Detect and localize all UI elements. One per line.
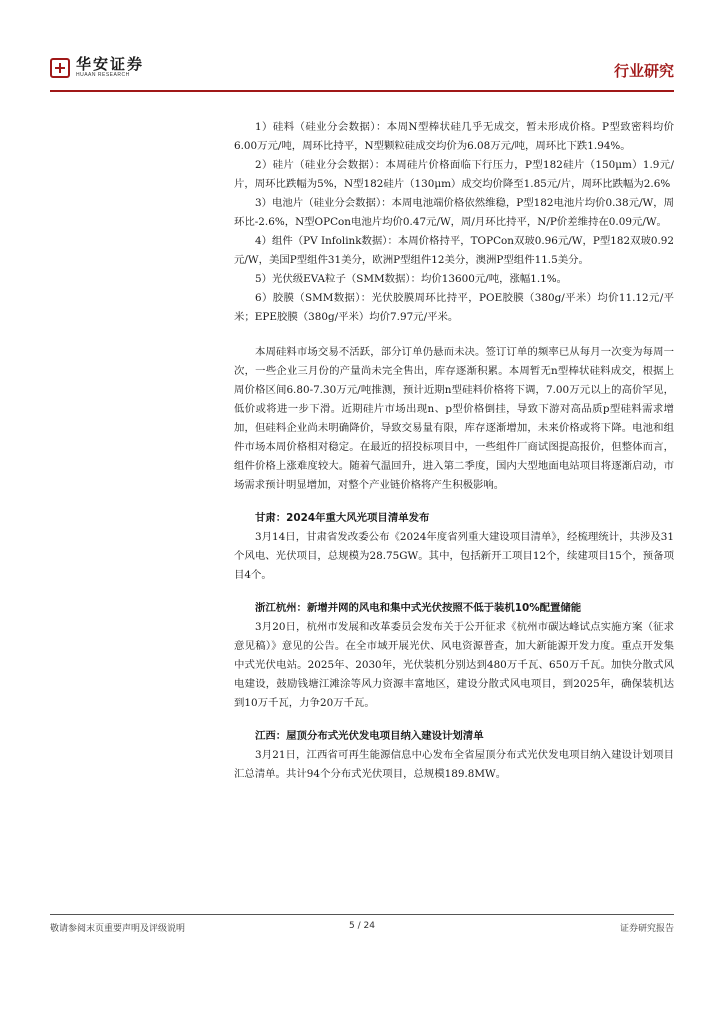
news-text-hangzhou: 3月20日，杭州市发展和改革委员会发布关于公开征求《杭州市碳达峰试点实施方案（征求意见稿）》意见的公告。在全市域开展光伏、风电资源普查，加大新能源开发力度。重点开发集中式光伏电站。2025年、2030年，光伏装机分别达到480万千瓦、650万千瓦。加快分散式风电建设，鼓励钱塘江滩涂等风力资源丰富地区，建设分散式风电项目，到2025年，确保装机达到10万千瓦，力争20万千瓦。 [234,621,674,709]
news-text-jiangxi: 3月21日，江西省可再生能源信息中心发布全省屋顶分布式光伏发电项目纳入建设计划项目汇总清单。共计94个分布式光伏项目，总规模189.8MW。 [234,749,674,780]
price-item-film: 6）胶膜（SMM数据）：光伏胶膜周环比持平，POE胶膜（380g/平米）均价11.12元/平米；EPE胶膜（380g/平米）均价7.97元/平米。 [234,292,674,323]
price-item-module: 4）组件（PV Infolink数据）：本周价格持平，TOPCon双玻0.96元/W，P型182双玻0.92元/W，美国P型组件31美分，欧洲P型组件12美分，澳洲P型组件11.5美分。 [234,235,674,266]
price-item-eva: 5）光伏级EVA粒子（SMM数据）：均价13600元/吨，涨幅1.1%。 [255,273,568,285]
page-number: 5 / 24 [349,921,375,931]
report-body [234,118,674,784]
section-title: 行业研究 [613,62,674,80]
logo-name-cn: 华安证券 [76,55,145,73]
footer-report-type: 证券研究报告 [619,924,674,934]
page-header [50,56,674,92]
company-logo [50,56,144,79]
page-footer [50,914,674,941]
news-text-gansu: 3月14日，甘肃省发改委公布《2024年度省列重大建设项目清单》，经梳理统计，共涉及31个风电、光伏项目，总规模为28.75GW。其中，包括新开工项目12个，续建项目15个，预备项目4个。 [234,531,674,581]
price-item-polysilicon: 1）硅料（硅业分会数据）：本周N型棒状硅几乎无成交，暂未形成价格。P型致密料均价6.00万元/吨，周环比持平，N型颗粒硅成交均价为6.08万元/吨，周环比下跌1.94%。 [234,121,674,152]
news-heading-gansu: 甘肃：2024年重大风光项目清单发布 [255,512,430,524]
logo-name-en: HUAAN RESEARCH [76,72,130,78]
news-heading-jiangxi: 江西：屋顶分布式光伏发电项目纳入建设计划清单 [255,730,484,742]
market-summary: 本周硅料市场交易不活跃，部分订单仍悬而未决。签订订单的频率已从每月一次变为每周一次，一些企业三月份的产量尚未完全售出，库存逐渐积累。本周暂无n型棒状硅料成交，根据上周价格区间6.80-7.30万元/吨推测，预计近期n型硅料价格将下调，7.00万元以上的高价罕见，低价或将进一步下滑。近期硅片市场出现n、p型价格倒挂，导致下游对高品质p型硅料需求增加，但硅料企业尚未明确降价，导致交易量有限，库存逐渐增加，未来价格或将下降。电池和组件市场本周价格相对稳定。在最近的招投标项目中，一些组件厂商试图提高报价，但整体而言，组件价格上涨难度较大。随着气温回升，进入第二季度，国内大型地面电站项目将逐渐启动，市场需求预计明显增加，对整个产业链价格将产生积极影响。 [234,346,674,491]
price-item-wafer: 2）硅片（硅业分会数据）：本周硅片价格面临下行压力，P型182硅片（150μm）1.9元/片，周环比跌幅为5%，N型182硅片（130μm）成交均价降至1.85元/片，周环比跌幅为2.6% [234,159,674,190]
news-heading-hangzhou: 浙江杭州：新增并网的风电和集中式光伏按照不低于装机10%配置储能 [255,602,582,614]
price-item-cell: 3）电池片（硅业分会数据）：本周电池端价格依然维稳，P型182电池片均价0.38元/W，周环比-2.6%，N型OPCon电池片均价0.47元/W，周/月环比持平，N/P价差维持在0.09元/W。 [234,197,674,228]
footer-disclaimer: 敬请参阅末页重要声明及评级说明 [50,924,186,934]
logo-icon [50,58,70,78]
